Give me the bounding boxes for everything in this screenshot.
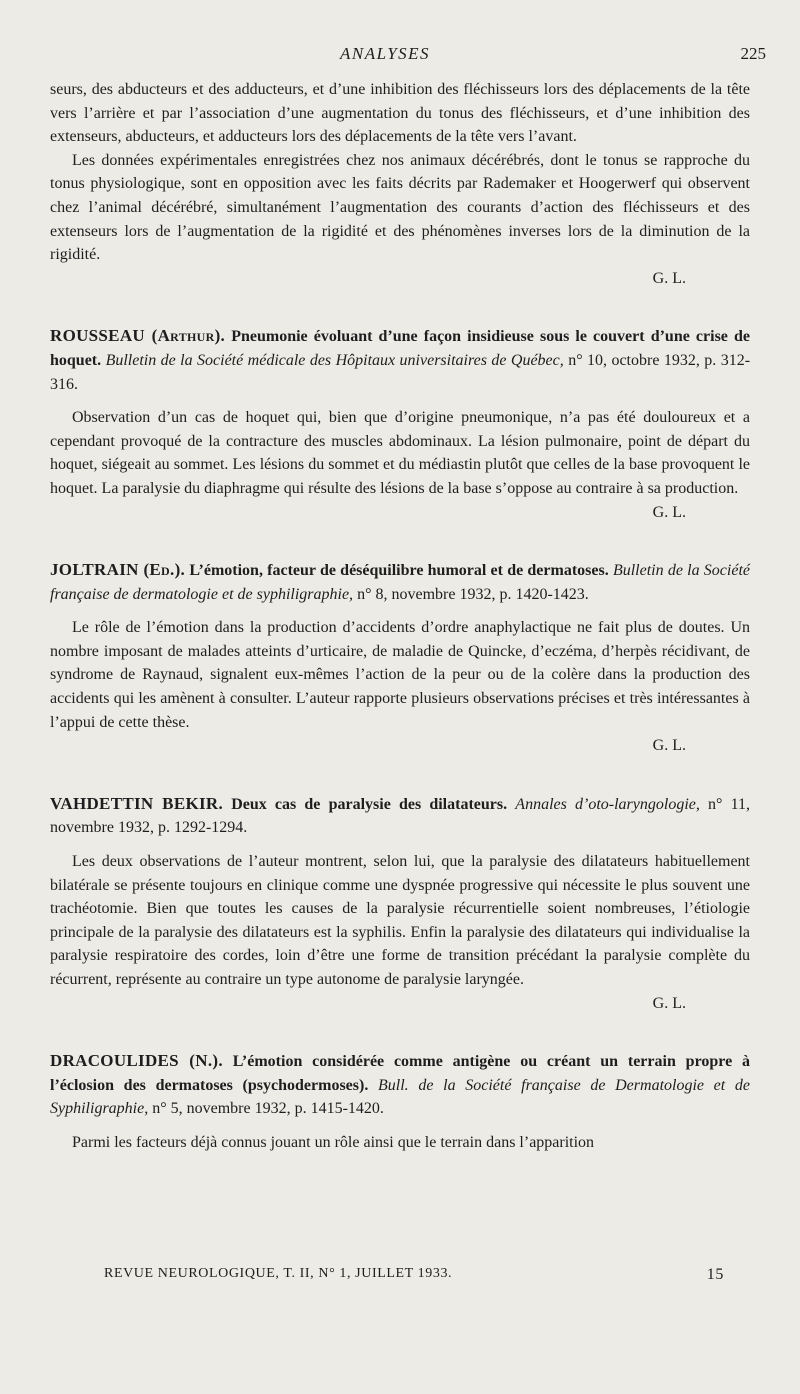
- entry-body: Les deux observations de l’auteur montrent, selon lui, que la paralysie des dilatateurs habituellement bilatérale se présente toujours en clinique comme une dyspnée progressive qui nécessite le plus souvent une trachéotomie. Bien que toutes les causes de la paralysie récurrentielle soient nombreuses, l’étiologie principale de la paralysie des dilatateurs est la syphilis. Enfin la paralysie des dilatateurs qui individualise la paralysie respiratoire des cordes, loin d’être une forme de transition précédant la paralysie complète du récurrent, représente au contraire un type autonome de paralysie laryngée.: [50, 853, 750, 988]
- entry-source: Bull. de la Société française de Dermatologie et de Syphiligraphie,: [50, 1076, 751, 1118]
- entry-author: DRACOULIDES (N.).: [50, 1051, 223, 1071]
- entry-signature: G. L.: [652, 503, 686, 521]
- entry-title: Pneumonie évoluant d’une façon insidieuse sous le couvert d’une crise de hoquet.: [50, 328, 750, 369]
- entry-heading: [50, 1049, 750, 1121]
- entry-author: VAHDETTIN BEKIR.: [50, 793, 224, 813]
- intro-paragraph-continued: seurs, des abducteurs et des adducteurs, et d’une inhibition des fléchisseurs lors des déplacements de la tête vers l’arrière et par l’association d’une augmentation du tonus des fléchisseurs, et d’une inhibition des extenseurs, abducteurs, et adducteurs lors des déplacements de la tête vers l’avant.: [50, 81, 750, 146]
- entry-source: Annales d’oto-laryngologie,: [515, 795, 700, 813]
- entry-heading: [50, 558, 750, 606]
- entry-title: L’émotion considérée comme antigène ou créant un terrain propre à l’éclosion des dermatoses (psychodermoses).: [50, 1053, 750, 1094]
- entry-title: Deux cas de paralysie des dilatateurs.: [231, 795, 508, 813]
- entry-title: L’émotion, facteur de déséquilibre humoral et de dermatoses.: [189, 562, 609, 580]
- entry-heading: [50, 792, 750, 840]
- entry-author: JOLTRAIN (Ed.).: [50, 560, 186, 580]
- entry-signature: G. L.: [652, 737, 686, 755]
- entry-details: n° 11, novembre 1932, p. 1292-1294.: [50, 795, 751, 837]
- entry-source: Bulletin de la Société française de dermatologie et de syphiligraphie,: [50, 562, 751, 603]
- entry-details: n° 5, novembre 1932, p. 1415-1420.: [152, 1100, 384, 1118]
- page-content: [50, 78, 750, 1155]
- entry-heading: [50, 324, 750, 396]
- entry-body: Observation d’un cas de hoquet qui, bien que d’origine pneumonique, n’a pas été douloureux et a cependant provoqué de la contracture des muscles abdominaux. La lésion pulmonaire, point de départ du hoquet, siégeait au sommet. Les lésions du sommet et du médiastin plutôt que celles de la base provoquent le hoquet. La paralysie du diaphragme qui résulte des lésions de la base s’oppose au contraire à sa production.: [50, 409, 750, 497]
- entry-source: Bulletin de la Société médicale des Hôpitaux universitaires de Québec,: [105, 351, 564, 369]
- analysis-entry-rousseau: [50, 324, 750, 524]
- entry-body: Le rôle de l’émotion dans la production d’accidents d’ordre anaphylactique ne fait plus de doutes. Un nombre imposant de malades atteints d’urticaire, de maladie de Quincke, d’eczéma, d’herpès récidivant, de syndrome de Raynaud, signalent eux-mêmes l’action de la peur ou de la colère dans la production des accidents qui les amènent à consulter. L’auteur rapporte plusieurs observations précises et très intéressantes à l’appui de cette thèse.: [50, 619, 750, 731]
- footer-sheet-number: 15: [706, 1266, 724, 1283]
- running-head-title: ANALYSES: [340, 44, 431, 63]
- entry-signature: G. L.: [652, 994, 686, 1012]
- running-head: [0, 44, 800, 70]
- page-footer: [104, 1266, 724, 1282]
- entry-details: n° 10, octobre 1932, p. 312-316.: [50, 351, 751, 393]
- entry-author: ROUSSEAU (Arthur).: [50, 326, 226, 346]
- page-number: 225: [740, 44, 766, 63]
- intro-paragraph: Les données expérimentales enregistrées chez nos animaux décérébrés, dont le tonus se rapproche du tonus physiologique, sont en opposition avec les faits décrits par Rademaker et Hoogerwerf qui observent chez l’animal décérébré, simultanément l’augmentation des courants d’action des fléchisseurs et des extenseurs lors de l’augmentation de la rigidité et des phénomènes inverses lors de la diminution de la rigidité.: [50, 151, 750, 264]
- analysis-entry-dracoulides: [50, 1049, 750, 1154]
- entry-body: Parmi les facteurs déjà connus jouant un rôle ainsi que le terrain dans l’apparition: [72, 1133, 595, 1151]
- intro-signature: G. L.: [652, 269, 686, 287]
- entry-details: n° 8, novembre 1932, p. 1420-1423.: [357, 585, 589, 603]
- footer-journal: REVUE NEUROLOGIQUE, T. II, N° 1, JUILLET 1933.: [104, 1266, 453, 1281]
- analysis-entry-joltrain: [50, 558, 750, 758]
- analysis-entry-vahdettin: [50, 792, 750, 1015]
